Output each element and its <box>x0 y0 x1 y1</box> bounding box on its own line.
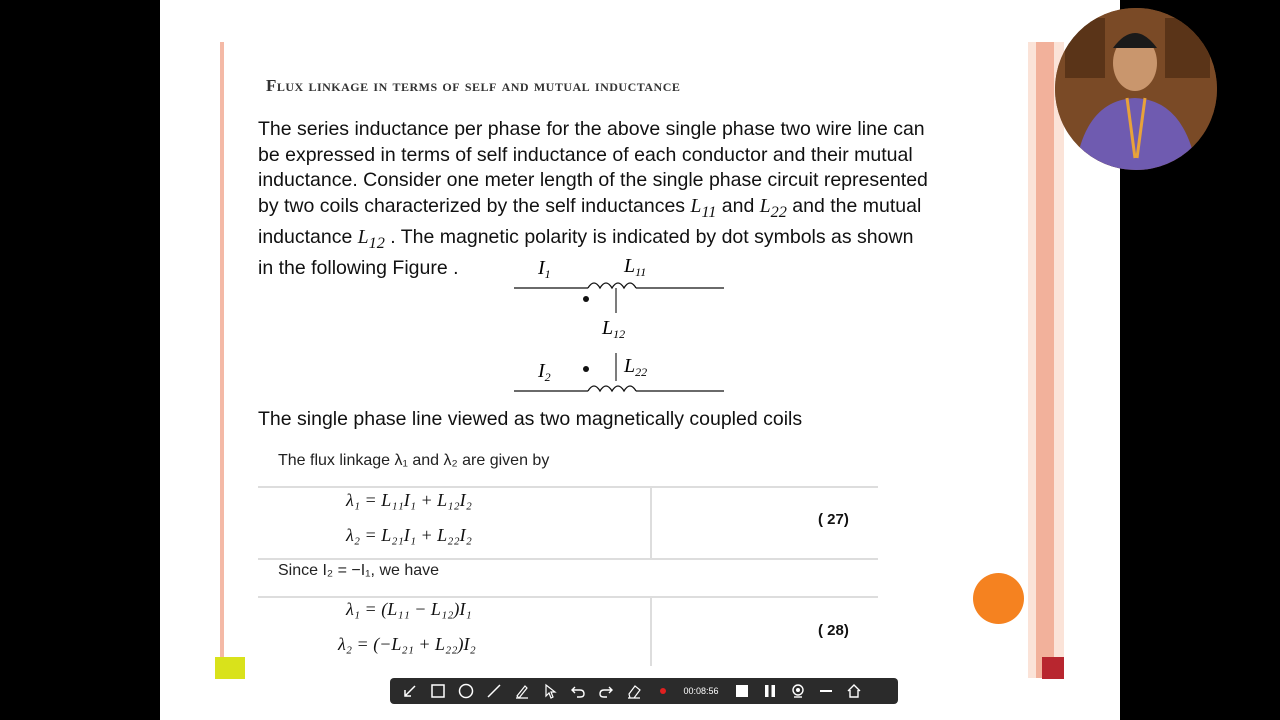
webcam-overlay[interactable] <box>1055 8 1217 170</box>
equation-27-number: ( 27) <box>818 511 849 528</box>
coupled-coils-figure <box>510 255 730 403</box>
figure-caption: The single phase line viewed as two magnetically coupled coils <box>258 408 803 430</box>
minimize-icon[interactable] <box>814 681 838 701</box>
label-L12: $L_{12}$ <box>602 317 626 342</box>
institute-logo-right <box>1042 657 1064 679</box>
pen-icon[interactable] <box>510 681 534 701</box>
record-icon <box>660 688 666 694</box>
rectangle-icon[interactable] <box>426 681 450 701</box>
institute-logo-left <box>215 657 245 679</box>
home-icon[interactable] <box>842 681 866 701</box>
slide-paragraph: The series inductance per phase for the above single phase two wire line can be expressed in terms of self inductance of each conductor and their mutual inductance. Consider one meter length of the single phase circuit represented by two coils characterized by the self inductances $L_{11}$ and $L_{22}$ and the mutual inductance $L_{12}$ . The magnetic polarity is indicated by dot symbols as shown in the following Figure . <box>258 118 928 280</box>
equation-27-line2: λ₂ = L₂₁I₁ + L₂₂I₂ <box>346 525 472 545</box>
stop-icon[interactable] <box>730 681 754 701</box>
presenter-video <box>1055 8 1217 170</box>
redo-icon[interactable] <box>594 681 618 701</box>
webcam-icon[interactable] <box>786 681 810 701</box>
divider <box>258 596 878 598</box>
label-L11: $L_{11}$ <box>624 255 647 280</box>
circle-icon[interactable] <box>454 681 478 701</box>
label-I2: $I_2$ <box>538 360 551 385</box>
equation-28-line2: λ₂ = (−L₂₁ + L₂₂)I₂ <box>338 634 476 654</box>
laser-pointer-dot <box>973 573 1024 624</box>
annotation-toolbar <box>390 678 898 704</box>
line-icon[interactable] <box>482 681 506 701</box>
recording-timer: 00:08:56 <box>683 686 719 696</box>
flux-linkage-intro: The flux linkage λ₁ and λ₂ are given by <box>278 452 550 469</box>
equation-27-line1: λ₁ = L₁₁I₁ + L₁₂I₂ <box>346 490 472 510</box>
divider <box>258 558 878 560</box>
equation-28-line1: λ₁ = (L₁₁ − L₁₂)I₁ <box>346 599 472 619</box>
since-statement: Since I₂ = −I₁, we have <box>278 562 440 579</box>
equation-table <box>258 486 878 666</box>
slide-title: Flux linkage in terms of self and mutual inductance <box>266 76 681 95</box>
pause-icon[interactable] <box>758 681 782 701</box>
divider <box>650 596 652 666</box>
slide-right-border <box>1028 42 1064 678</box>
label-L22: $L_{22}$ <box>624 355 648 380</box>
equation-28-number: ( 28) <box>818 622 849 639</box>
divider <box>650 486 652 558</box>
slide-left-border <box>220 42 224 678</box>
pointer-icon[interactable] <box>538 681 562 701</box>
undo-icon[interactable] <box>566 681 590 701</box>
divider <box>258 486 878 488</box>
arrow-icon[interactable] <box>398 681 422 701</box>
label-I1: $I_1$ <box>538 257 551 282</box>
eraser-icon[interactable] <box>622 681 646 701</box>
